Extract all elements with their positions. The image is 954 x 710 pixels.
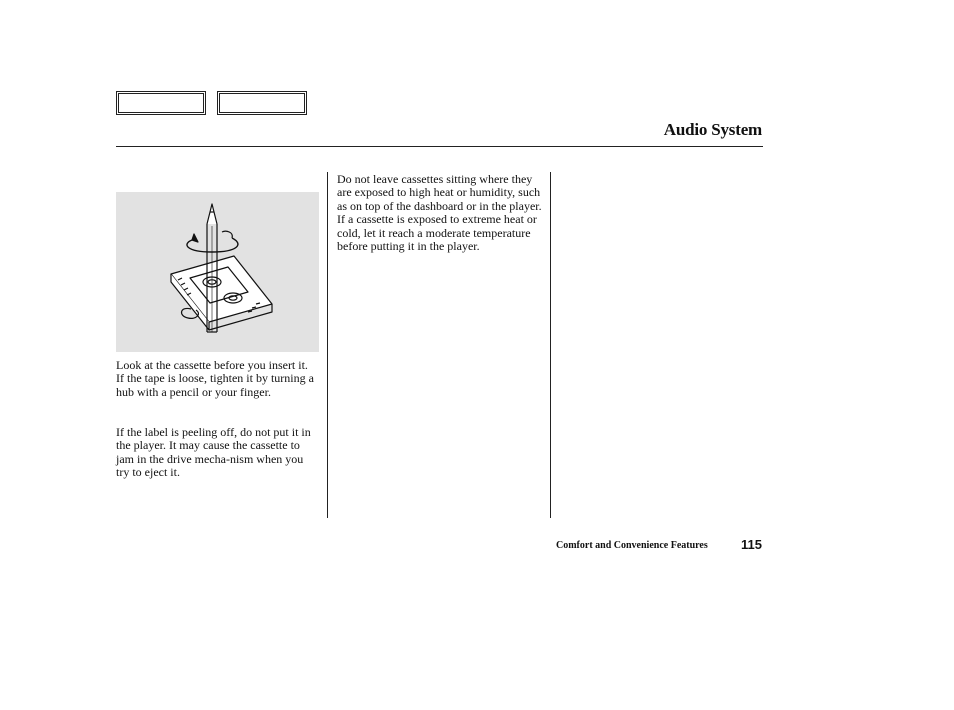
page-title: Audio System <box>663 120 762 139</box>
paragraph-cassette-check: Look at the cassette before you insert it. If the tape is loose, tighten it by turning a hub with a pencil or your finger. <box>116 358 314 399</box>
header-rule <box>116 146 763 147</box>
column-divider-2 <box>550 172 551 518</box>
cassette-figure <box>116 192 319 352</box>
column-divider-1 <box>327 172 328 518</box>
previous-page-button[interactable] <box>116 91 206 115</box>
paragraph-peeling-label: If the label is peeling off, do not put it in the player. It may cause the cassette to jam in the drive mecha-nism when you try to eject it. <box>116 425 311 480</box>
next-page-button[interactable] <box>217 91 307 115</box>
paragraph-heat-humidity: Do not leave cassettes sitting where they are exposed to high heat or humidity, such as on top of the dashboard or in the player. If a cassette is exposed to extreme heat or cold, let it reach a moderate temperature before putting it in the player. <box>337 172 542 254</box>
cassette-pencil-icon <box>116 192 319 352</box>
footer-section-title: Comfort and Convenience Features <box>556 540 708 551</box>
page-number: 115 <box>741 537 762 552</box>
